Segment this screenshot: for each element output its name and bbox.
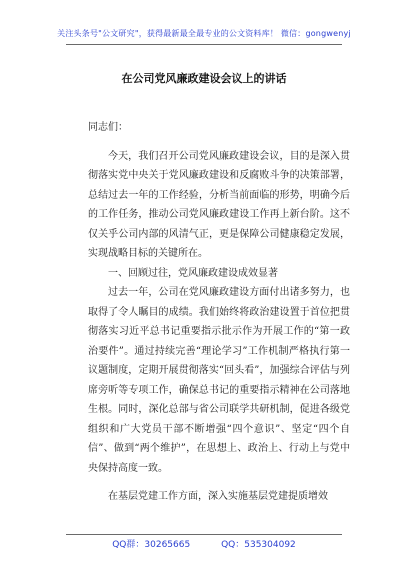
- footer-contact: [0, 537, 408, 550]
- paragraph-grassroots: 在基层党建工作方面，深入实施基层党建提质增效: [108, 491, 328, 502]
- document-body: [88, 118, 350, 507]
- document-title: 在公司党风廉政建设会议上的讲话: [121, 72, 287, 85]
- footer-divider: [66, 534, 342, 535]
- section-heading: 一、回顾过往，党风廉政建设成效显著: [108, 267, 278, 279]
- footer-qq-number: QQ：535304092: [221, 540, 296, 550]
- header-banner: 关注头条号"公文研究"，获得最新最全最专业的公文资料库！ 微信：gongwenyj: [57, 29, 351, 38]
- footer-qq-group: QQ群：30265665: [112, 540, 191, 550]
- paragraph-intro: 今天，我们召开公司党风廉政建设会议，目的是深入贯彻落实党中央关于党风廉政建设和反腐败斗争的决策部署，总结过去一年的工作经验，分析当前面临的形势，明确今后的工作任务，推动公司党风廉政建设工作再上新台阶。这不仅关乎公司内部的风清气正，更是保障公司健康稳定发展，实现战略目标的关键所在。: [88, 150, 350, 259]
- greeting: 同志们：: [88, 122, 128, 133]
- paragraph-review: 过去一年，公司在党风廉政建设方面付出诸多努力，也取得了令人瞩目的成绩。我们始终将政治建设置于首位把贯彻落实习近平总书记重要指示批示作为开展工作的“第一政治要件”。通过持续完善“理论学习”工作机制严格执行第一议题制度，定期开展贯彻落实“回头看”，加强综合评估与列席旁听等专项工作，确保总书记的重要指示精神在公司落地生根。同时，深化总部与省公司联学共研机制，促进各级党组织和广大党员干部不断增强“四个意识”、坚定“四个自信”、做到“两个维护”，在思想上、政治上、行动上与党中央保持高度一致。: [88, 287, 350, 474]
- header-divider: [66, 44, 342, 45]
